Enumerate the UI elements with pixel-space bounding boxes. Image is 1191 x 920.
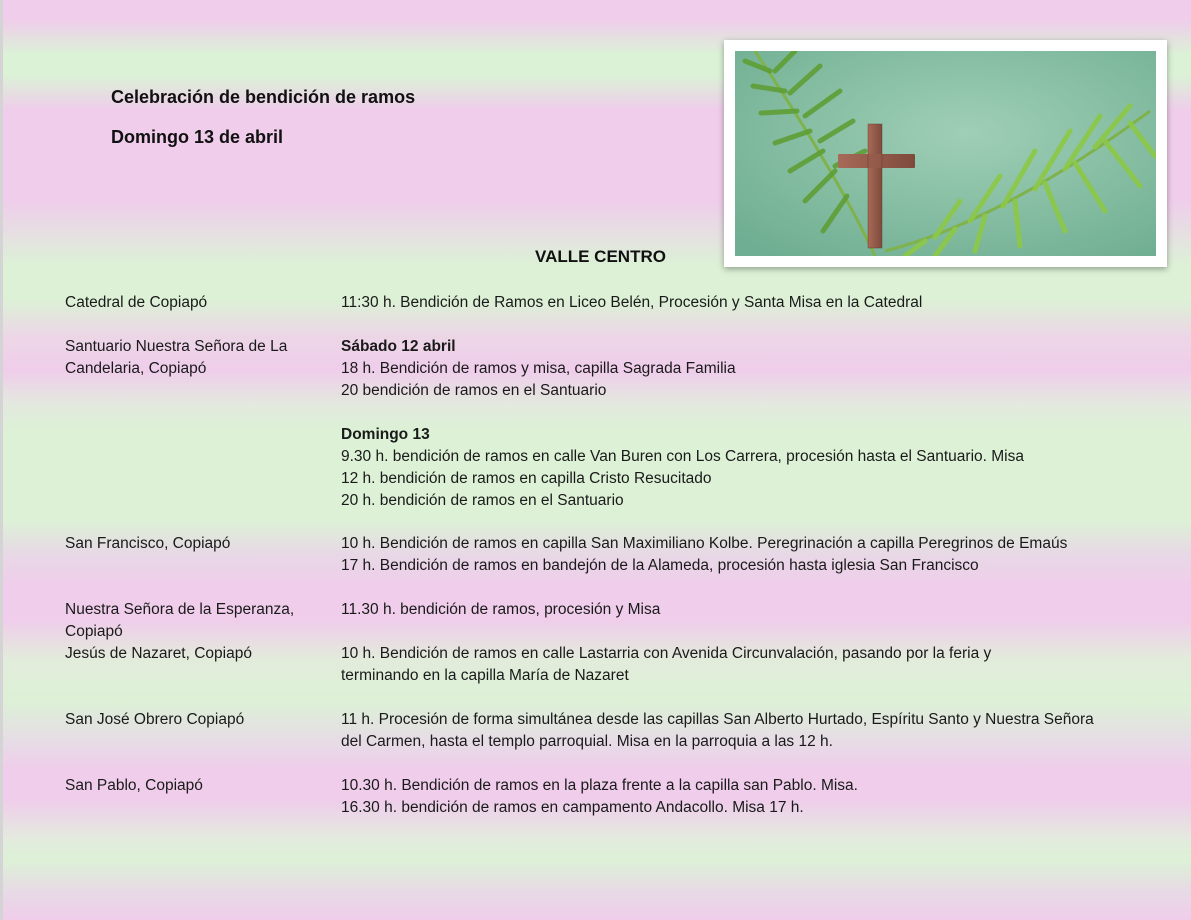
schedule-details [341,292,1161,314]
page-date: Domingo 13 de abril [111,127,284,147]
parish-name: San José Obrero Copiapó [65,711,245,728]
parish-name: Jesús de Nazaret, Copiapó [65,645,252,662]
schedule-line: 9.30 h. bendición de ramos en calle Van Buren con Los Carrera, procesión hasta el Santuario. Misa [341,448,1024,465]
day-heading: Domingo 13 [341,426,430,443]
schedule-line: 18 h. Bendición de ramos y misa, capilla Sagrada Familia [341,360,736,377]
parish-name: Catedral de Copiapó [65,294,208,311]
parish-name: San Pablo, Copiapó [65,777,203,794]
palm-cross-icon [735,51,1156,256]
day-heading: Sábado 12 abril [341,338,456,355]
page-title: Celebración de bendición de ramos [111,87,416,107]
schedule-line: 10 h. Bendición de ramos en calle Lastarria con Avenida Circunvalación, pasando por la feria y [341,645,992,662]
schedule-line: 10 h. Bendición de ramos en capilla San Maximiliano Kolbe. Peregrinación a capilla Peregrinos de Emaús [341,535,1068,552]
schedule-line: 11 h. Procesión de forma simultánea desde las capillas San Alberto Hurtado, Espíritu Santo y Nuestra Señora [341,711,1094,728]
schedule-line: 20 bendición de ramos en el Santuario [341,382,607,399]
schedule-line: 10.30 h. Bendición de ramos en la plaza frente a la capilla san Pablo. Misa. [341,777,858,794]
schedule-details [341,775,1161,819]
schedule-line: 12 h. bendición de ramos en capilla Cristo Resucitado [341,470,712,487]
page-edge [0,0,3,920]
schedule-line: del Carmen, hasta el templo parroquial. Misa en la parroquia a las 12 h. [341,733,833,750]
schedule-line: terminando en la capilla María de Nazaret [341,667,629,684]
palm-cross-photo [724,40,1167,267]
schedule-line: 11.30 h. bendición de ramos, procesión y Misa [341,601,661,618]
schedule-details [341,643,1161,687]
parish-name: Nuestra Señora de la Esperanza, Copiapó [65,601,295,640]
schedule-details [341,424,1161,512]
schedule-details [341,336,1161,402]
schedule-line: 20 h. bendición de ramos en el Santuario [341,492,624,509]
schedule-line: 16.30 h. bendición de ramos en campamento Andacollo. Misa 17 h. [341,799,804,816]
schedule-details [341,533,1161,577]
schedule-line: 11:30 h. Bendición de Ramos en Liceo Belén, Procesión y Santa Misa en la Catedral [341,294,923,311]
parish-name: Santuario Nuestra Señora de La Candelaria, Copiapó [65,338,288,377]
section-title: VALLE CENTRO [535,247,666,266]
parish-name: San Francisco, Copiapó [65,535,231,552]
schedule-line: 17 h. Bendición de ramos en bandejón de la Alameda, procesión hasta iglesia San Francisco [341,557,979,574]
schedule-details [341,599,1161,621]
schedule-details [341,709,1161,753]
